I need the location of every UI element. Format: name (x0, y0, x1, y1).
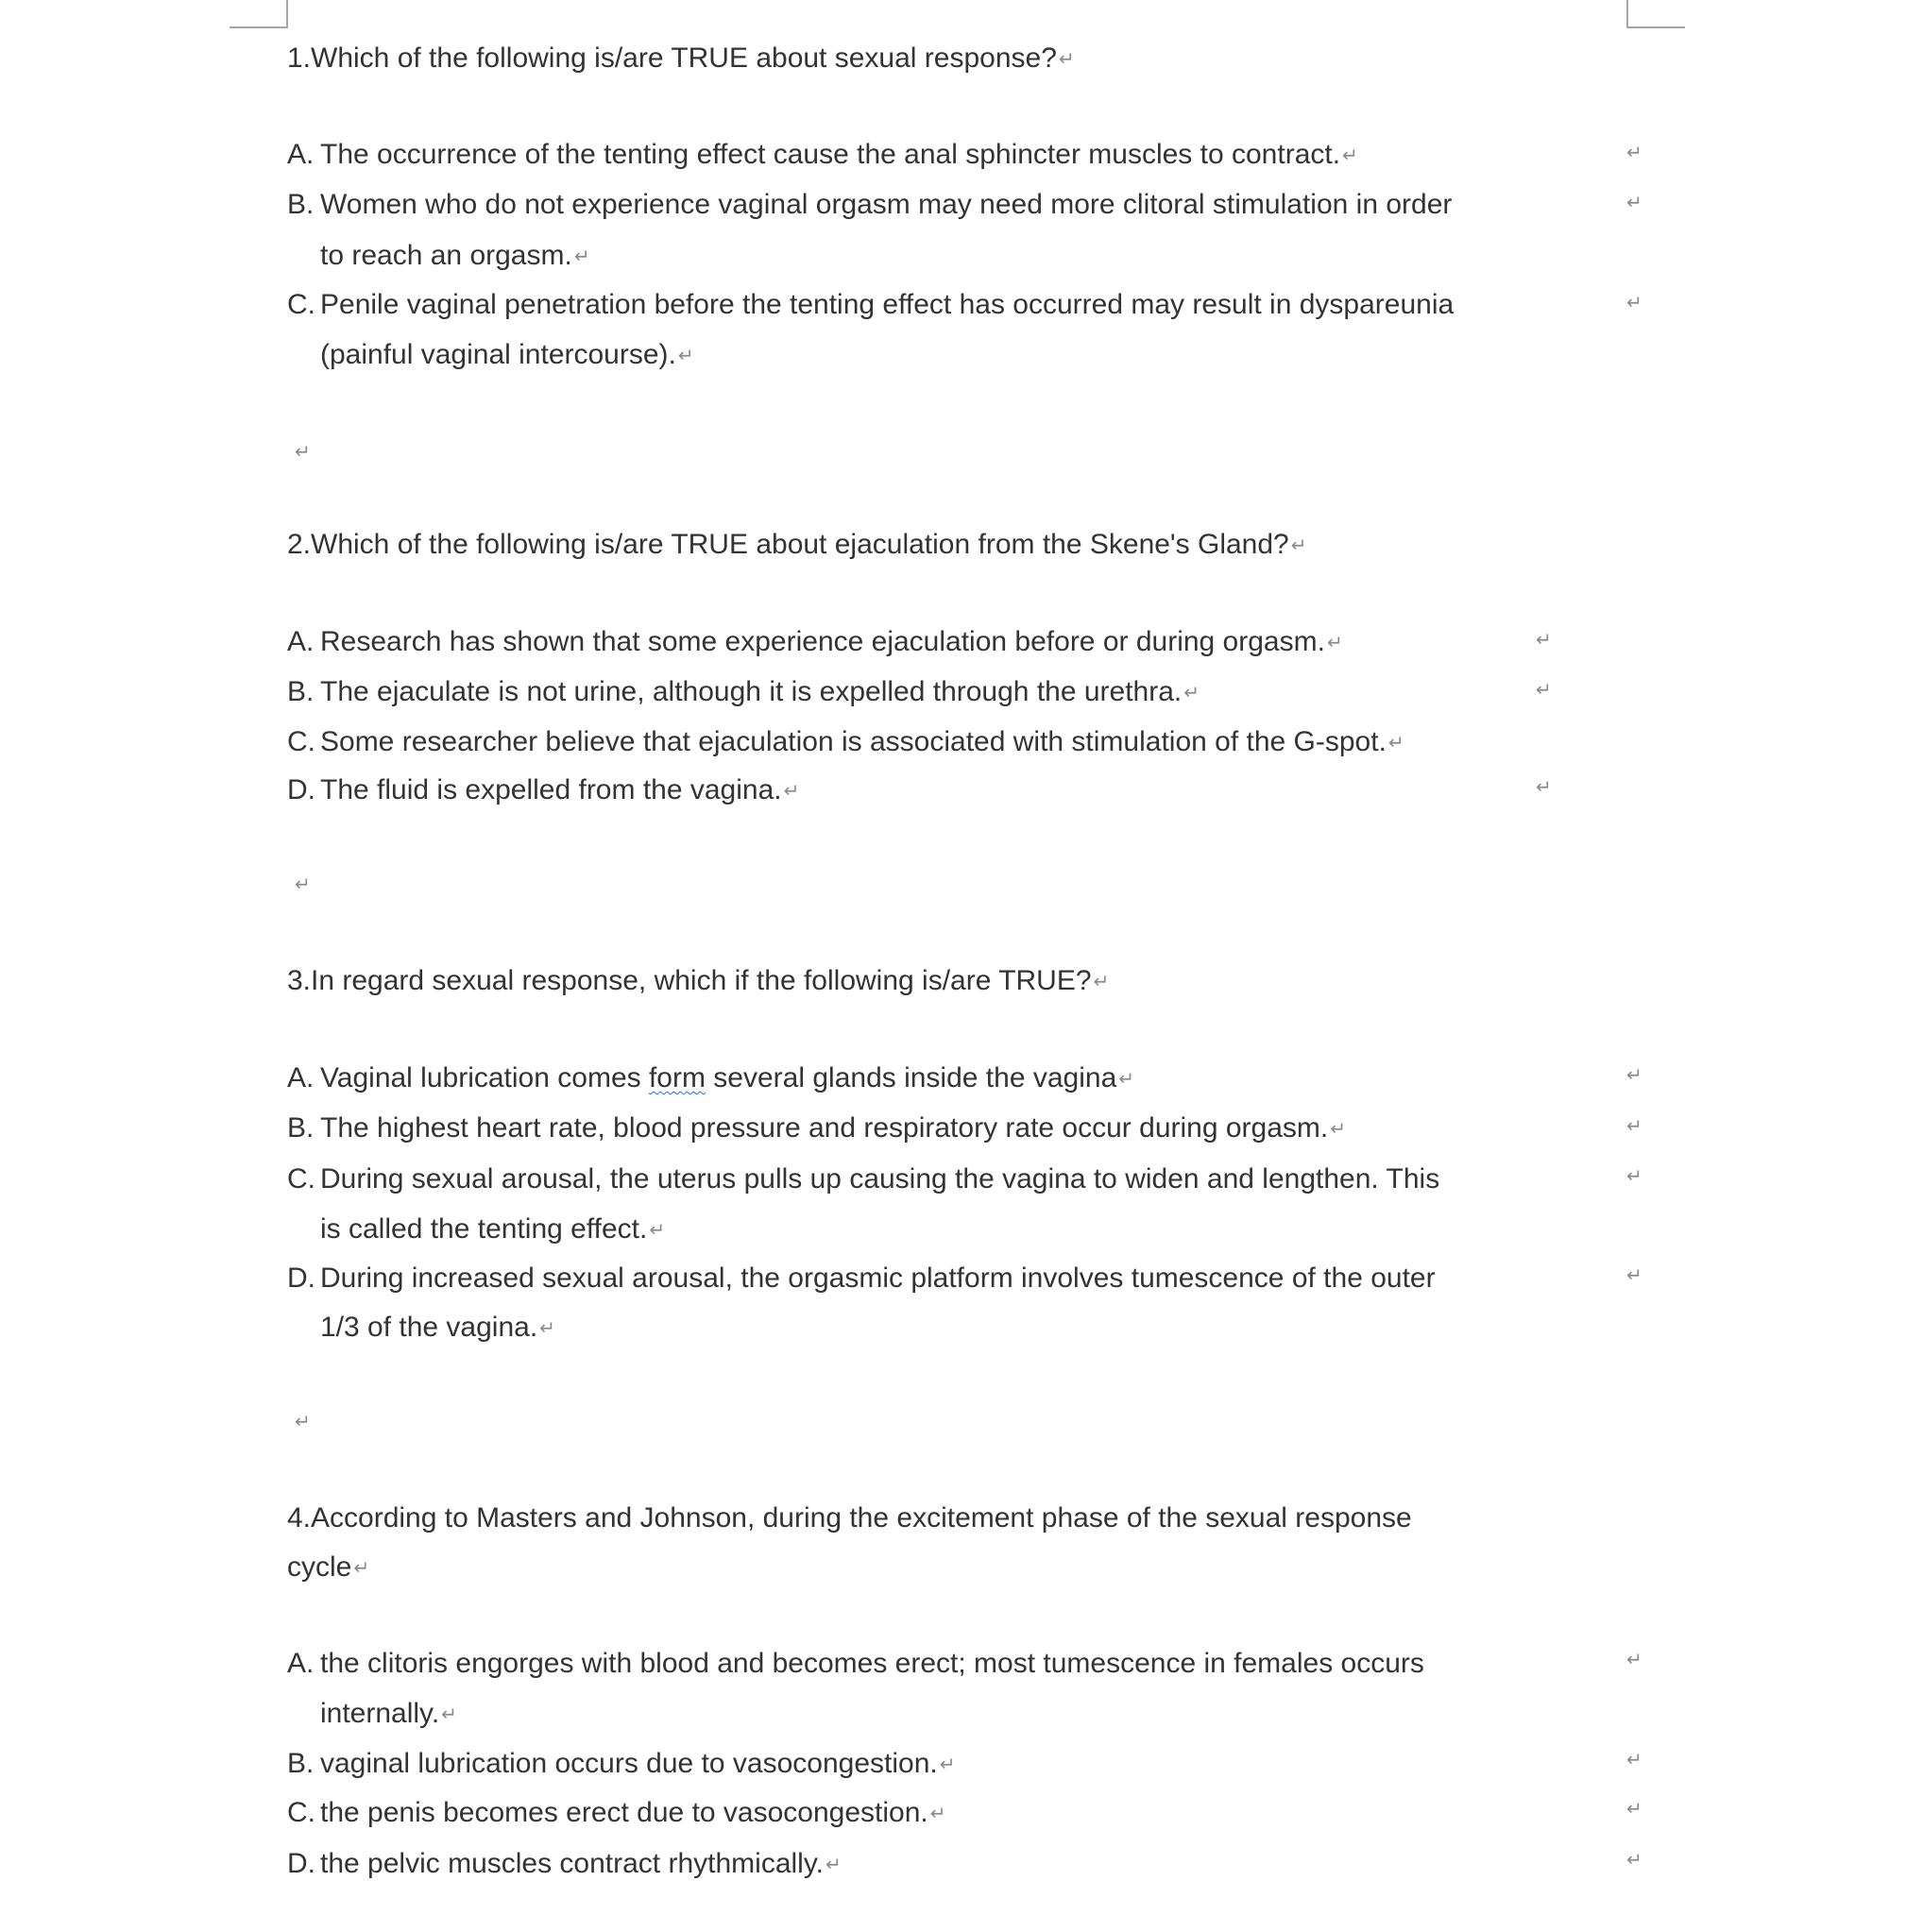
question-3-text: 3.In regard sexual response, which if the following is/are TRUE? ↵ (287, 965, 1110, 996)
cell-end-mark-icon: ↵ (1626, 1065, 1642, 1086)
cell-end-mark-icon: ↵ (1626, 143, 1642, 163)
question-1-option-a: A. The occurrence of the tenting effect cause the anal sphincter muscles to contract. ↵ (287, 139, 1358, 170)
question-1-option-b: B. Women who do not experience vaginal orgasm may need more clitoral stimulation in order (287, 189, 1453, 220)
paragraph-mark-icon: ↵ (573, 246, 590, 267)
cell-end-mark-icon: ↵ (1536, 680, 1552, 701)
question-2-option-c: C. Some researcher believe that ejaculation is associated with stimulation of the G-spot. ↵ (287, 726, 1404, 757)
cell-end-mark-icon: ↵ (1626, 293, 1642, 314)
paragraph-mark-icon: ↵ (1342, 145, 1358, 166)
spelling-error-word[interactable]: form (648, 1062, 706, 1093)
question-2-option-a: A. Research has shown that some experience ejaculation before or during orgasm. ↵ (287, 626, 1343, 657)
paragraph-mark-icon: ↵ (939, 1754, 956, 1775)
cell-end-mark-icon: ↵ (1626, 1850, 1642, 1871)
question-2-text: 2.Which of the following is/are TRUE about ejaculation from the Skene's Gland? ↵ (287, 529, 1307, 560)
empty-paragraph-mark-icon: ↵ (295, 442, 311, 463)
cell-end-mark-icon: ↵ (1626, 1265, 1642, 1286)
margin-corner-top-right (1626, 0, 1685, 28)
cell-end-mark-icon: ↵ (1626, 193, 1642, 213)
cell-end-mark-icon: ↵ (1536, 777, 1552, 798)
paragraph-mark-icon: ↵ (1183, 683, 1200, 703)
cell-end-mark-icon: ↵ (1626, 1650, 1642, 1670)
paragraph-mark-icon: ↵ (825, 1855, 842, 1875)
question-4-text: 4.According to Masters and Johnson, during the excitement phase of the sexual response (287, 1502, 1412, 1534)
empty-paragraph-mark-icon: ↵ (295, 874, 311, 895)
paragraph-mark-icon: ↵ (1093, 972, 1110, 992)
question-4-option-c: C. the penis becomes erect due to vasocongestion. ↵ (287, 1797, 946, 1828)
paragraph-mark-icon: ↵ (783, 781, 800, 802)
question-2-option-d: D. The fluid is expelled from the vagina. ↵ (287, 774, 800, 805)
question-4-text-cont: cycle ↵ (287, 1551, 370, 1583)
cell-end-mark-icon: ↵ (1626, 1116, 1642, 1137)
paragraph-mark-icon: ↵ (649, 1220, 666, 1241)
question-2-option-b: B. The ejaculate is not urine, although it is expelled through the urethra. ↵ (287, 676, 1200, 707)
empty-paragraph-mark-icon: ↵ (295, 1412, 311, 1432)
question-3-option-d-cont: 1/3 of the vagina. ↵ (320, 1312, 555, 1343)
cell-end-mark-icon: ↵ (1626, 1799, 1642, 1820)
paragraph-mark-icon: ↵ (539, 1318, 555, 1339)
paragraph-mark-icon: ↵ (1326, 633, 1343, 653)
paragraph-mark-icon: ↵ (353, 1558, 370, 1579)
paragraph-mark-icon: ↵ (1118, 1069, 1135, 1090)
paragraph-mark-icon: ↵ (1330, 1119, 1346, 1140)
paragraph-mark-icon: ↵ (1387, 733, 1404, 754)
cell-end-mark-icon: ↵ (1626, 1166, 1642, 1187)
question-1-text: 1.Which of the following is/are TRUE about sexual response? ↵ (287, 42, 1075, 74)
question-3-option-c-cont: is called the tenting effect. ↵ (320, 1213, 666, 1245)
margin-corner-top-left (230, 0, 288, 28)
paragraph-mark-icon: ↵ (677, 346, 694, 366)
question-3-option-c: C. During sexual arousal, the uterus pulls up causing the vagina to widen and lengthen. This (287, 1163, 1440, 1195)
paragraph-mark-icon: ↵ (1290, 535, 1307, 556)
question-4-option-a-cont: internally. ↵ (320, 1698, 457, 1729)
question-4-option-b: B. vaginal lubrication occurs due to vasocongestion. ↵ (287, 1748, 956, 1779)
question-1-option-c: C. Penile vaginal penetration before the tenting effect has occurred may result in dyspareunia (287, 289, 1455, 320)
question-1-option-b-cont: to reach an orgasm. ↵ (320, 240, 590, 271)
question-3-option-d: D. During increased sexual arousal, the orgasmic platform involves tumescence of the outer (287, 1263, 1436, 1294)
paragraph-mark-icon: ↵ (1058, 49, 1075, 70)
cell-end-mark-icon: ↵ (1536, 630, 1552, 651)
paragraph-mark-icon: ↵ (441, 1704, 457, 1725)
paragraph-mark-icon: ↵ (929, 1804, 946, 1824)
question-3-option-b: B. The highest heart rate, blood pressure and respiratory rate occur during orgasm. ↵ (287, 1112, 1346, 1144)
cell-end-mark-icon: ↵ (1626, 1750, 1642, 1771)
question-4-option-d: D. the pelvic muscles contract rhythmically. ↵ (287, 1848, 842, 1879)
question-4-option-a: A. the clitoris engorges with blood and becomes erect; most tumescence in females occurs (287, 1648, 1424, 1679)
question-1-option-c-cont: (painful vaginal intercourse). ↵ (320, 339, 694, 370)
question-3-option-a: A. Vaginal lubrication comes form several glands inside the vagina ↵ (287, 1062, 1135, 1093)
